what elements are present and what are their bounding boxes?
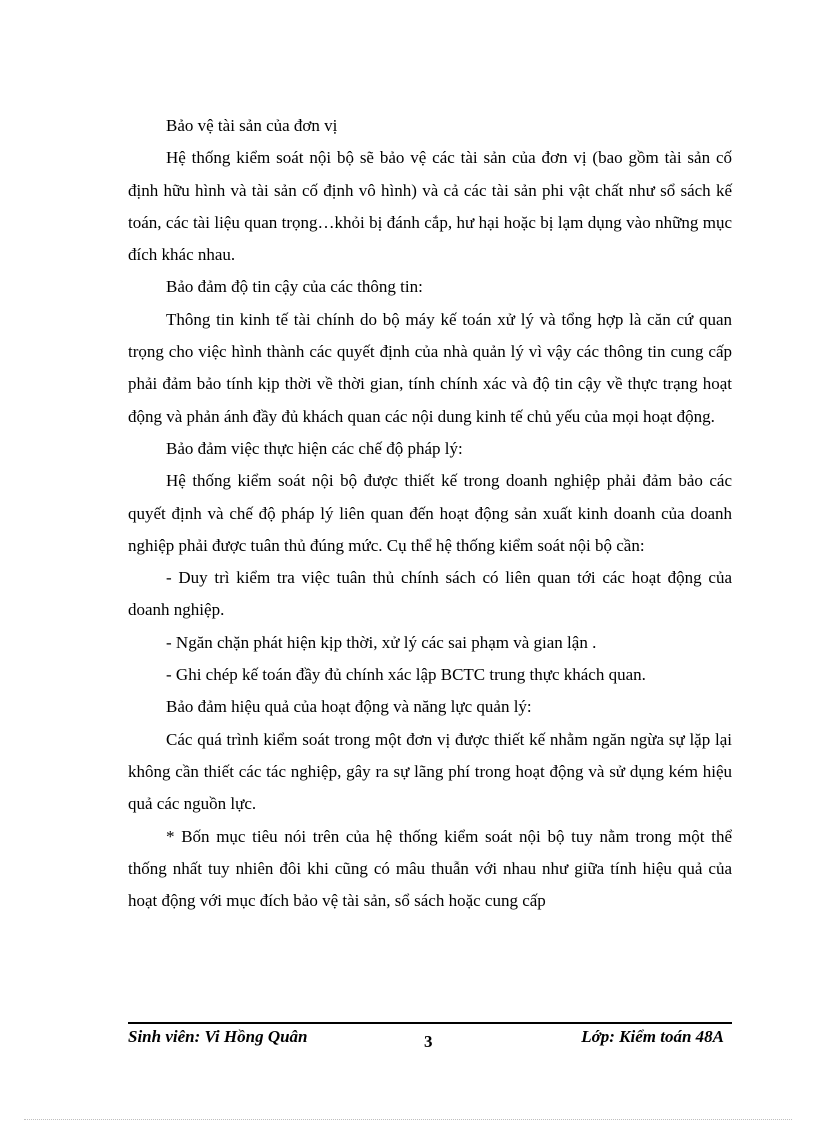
paragraph: * Bốn mục tiêu nói trên của hệ thống kiểm soát nội bộ tuy nằm trong một thể thống nhất tuy nhiên đôi khi cũng có mâu thuẫn với nhau như giữa tính hiệu quả của hoạt động với mục đích bảo vệ tài sản, sổ sách hoặc cung cấp — [128, 826, 732, 911]
paragraph: Hệ thống kiểm soát nội bộ sẽ bảo vệ các tài sản của đơn vị (bao gồm tài sản cố định hữu hình và tài sản cố định vô hình) và cả các tài sản phi vật chất như sổ sách kế toán, các tài liệu quan trọng…khỏi bị đánh cắp, hư hại hoặc bị lạm dụng vào những mục đích khác nhau. — [128, 148, 732, 265]
paragraph-heading-legal-compliance: Bảo đảm việc thực hiện các chế độ pháp lý: — [166, 438, 463, 458]
paragraph: Các quá trình kiểm soát trong một đơn vị được thiết kế nhằm ngăn ngừa sự lặp lại không cần thiết các tác nghiệp, gây ra sự lãng phí trong hoạt động và sử dụng kém hiệu quả các nguồn lực. — [128, 729, 732, 814]
page-break-divider — [24, 1119, 792, 1120]
list-item: - Ghi chép kế toán đầy đủ chính xác lập BCTC trung thực khách quan. — [166, 665, 646, 685]
page-number: 3 — [424, 1032, 433, 1051]
list-item: - Duy trì kiểm tra việc tuân thủ chính sách có liên quan tới các hoạt động của doanh nghiệp. — [128, 568, 732, 620]
paragraph-heading-reliability: Bảo đảm độ tin cậy của các thông tin: — [166, 277, 423, 297]
footer-student: Sinh viên: Vi Hồng Quân — [128, 1027, 308, 1046]
body-text — [128, 110, 732, 917]
paragraph-heading-asset-protection: Bảo vệ tài sản của đơn vị — [166, 116, 338, 135]
paragraph-heading-efficiency: Bảo đảm hiệu quả của hoạt động và năng lực quản lý: — [166, 697, 532, 717]
list-item: - Ngăn chặn phát hiện kịp thời, xử lý các sai phạm và gian lận . — [166, 632, 597, 652]
footer-divider — [128, 1022, 732, 1024]
paragraph: Hệ thống kiểm soát nội bộ được thiết kế trong doanh nghiệp phải đảm bảo các quyết định và chế độ pháp lý liên quan đến hoạt động sản xuất kinh doanh của doanh nghiệp phải được tuân thủ đúng mức. Cụ thể hệ thống kiểm soát nội bộ cần: — [128, 471, 732, 555]
paragraph: Thông tin kinh tế tài chính do bộ máy kế toán xử lý và tổng hợp là căn cứ quan trọng cho việc hình thành các quyết định của nhà quản lý vì vậy các thông tin cung cấp phải đảm bảo tính kịp thời về thời gian, tính chính xác và độ tin cậy về thực trạng hoạt động và phản ánh đầy đủ khách quan các nội dung kinh tế chủ yếu của mọi hoạt động. — [128, 309, 732, 426]
footer-class: Lớp: Kiểm toán 48A — [581, 1027, 724, 1046]
